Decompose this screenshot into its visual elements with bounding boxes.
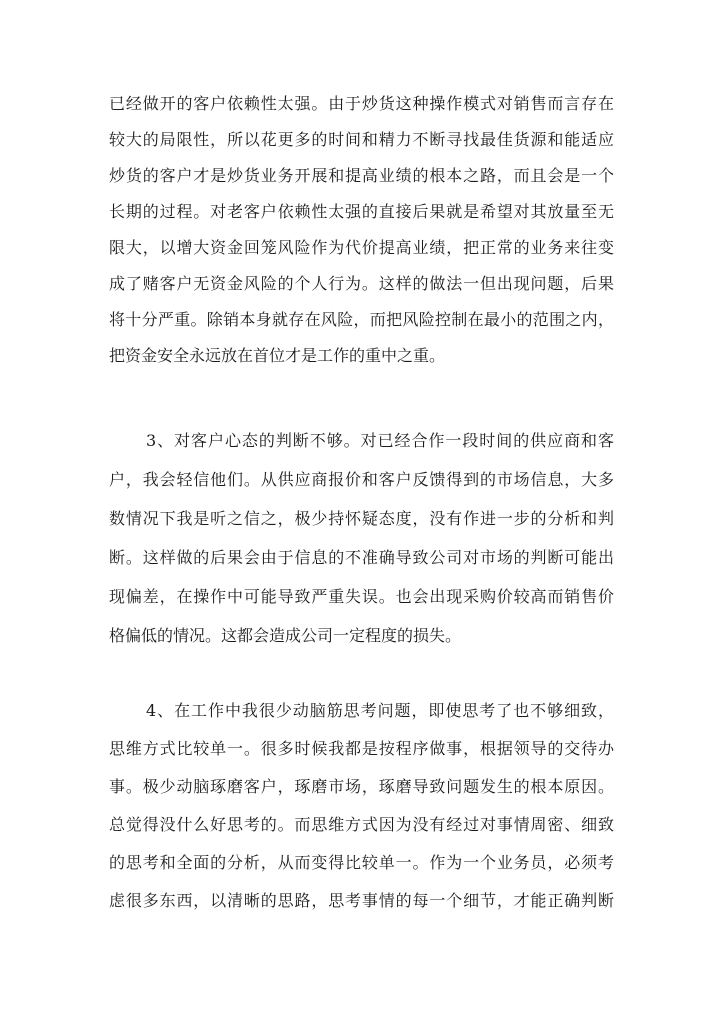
paragraph-line: 把资金安全永远放在首位才是工作的重中之重。	[109, 346, 446, 365]
paragraph-line: 总觉得没什么好思考的。而思维方式因为没有经过对事情周密、细致	[109, 815, 614, 834]
paragraph-line: 已经做开的客户依赖性太强。由于炒货这种操作模式对销售而言存在	[109, 94, 614, 113]
paragraph-line: 户，我会轻信他们。从供应商报价和客户反馈得到的市场信息，大多	[109, 470, 614, 489]
paragraph-line: 思维方式比较单一。很多时候我都是按程序做事，根据领导的交待办	[109, 739, 614, 758]
paragraph-line: 3、对客户心态的判断不够。对已经合作一段时间的供应商和客	[146, 431, 614, 450]
paragraph-line: 虑很多东西，以清晰的思路，思考事情的每一个细节，才能正确判断	[109, 891, 614, 910]
paragraph-line: 成了赌客户无资金风险的个人行为。这样的做法一但出现问题，后果	[109, 274, 614, 293]
paragraph-line: 较大的局限性，所以花更多的时间和精力不断寻找最佳货源和能适应	[109, 130, 614, 149]
paragraph-line: 的思考和全面的分析，从而变得比较单一。作为一个业务员，必须考	[109, 853, 614, 872]
paragraph-line: 事。极少动脑琢磨客户，琢磨市场，琢磨导致问题发生的根本原因。	[109, 777, 614, 796]
paragraph-line: 数情况下我是听之信之，极少持怀疑态度，没有作进一步的分析和判	[109, 509, 614, 528]
paragraph-line: 现偏差，在操作中可能导致严重失误。也会出现采购价较高而销售价	[109, 587, 614, 606]
paragraph-line: 限大，以增大资金回笼风险作为代价提高业绩，把正常的业务来往变	[109, 238, 614, 257]
paragraph-line: 格偏低的情况。这都会造成公司一定程度的损失。	[109, 626, 462, 645]
paragraph-line: 将十分严重。除销本身就存在风险，而把风险控制在最小的范围之内，	[109, 310, 614, 329]
paragraph-line: 断。这样做的后果会由于信息的不准确导致公司对市场的判断可能出	[109, 548, 614, 567]
paragraph-line: 长期的过程。对老客户依赖性太强的直接后果就是希望对其放量至无	[109, 202, 614, 221]
paragraph-line: 炒货的客户才是炒货业务开展和提高业绩的根本之路，而且会是一个	[109, 166, 614, 185]
paragraph-line: 4、在工作中我很少动脑筋思考问题，即使思考了也不够细致，	[146, 701, 614, 720]
